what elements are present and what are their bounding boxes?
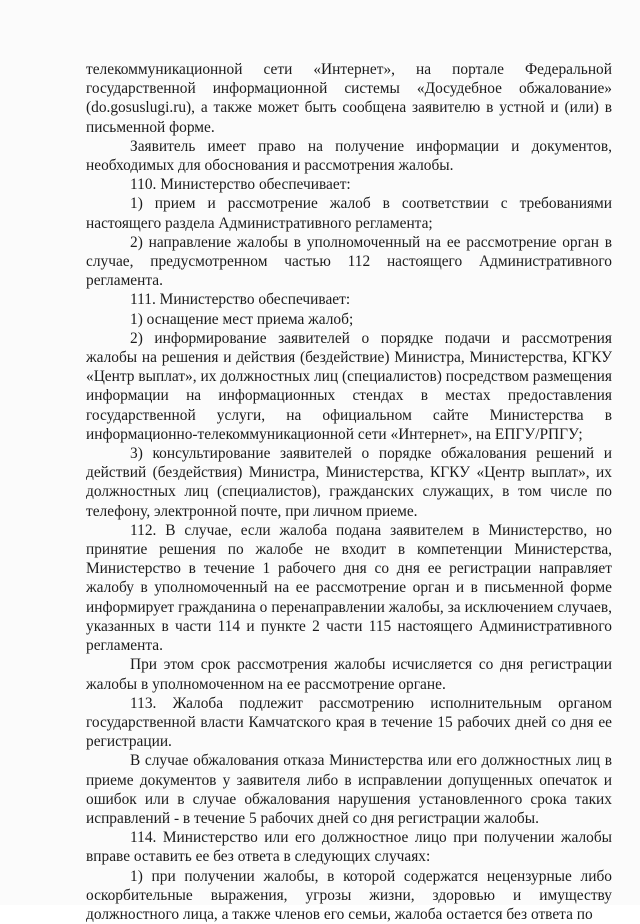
paragraph-114-heading: 114. Министерство или его должностное лицо при получении жалобы вправе оставить ее без ответа в следующих случаях: bbox=[86, 829, 612, 866]
document-body bbox=[86, 60, 612, 924]
paragraph-110-item-1: 1) прием и рассмотрение жалоб в соответствии с требованиями настоящего раздела Административного регламента; bbox=[86, 195, 612, 232]
paragraph-111-heading: 111. Министерство обеспечивает: bbox=[130, 291, 351, 309]
paragraph-112-term: При этом срок рассмотрения жалобы исчисляется со дня регистрации жалобы в уполномоченном на ее рассмотрение органе. bbox=[86, 656, 612, 693]
paragraph-111-item-2: 2) информирование заявителей о порядке подачи и рассмотрения жалобы на решения и действия (бездействие) Министра, Министерства, КГКУ «Центр выплат», их должностных лиц (специалистов) посредством размещения информации на информационных стендах в местах предоставления государственной услуги, на официальном сайте Министерства в информационно-телекоммуникационной сети «Интернет», на ЕПГУ/РПГУ; bbox=[86, 329, 612, 443]
paragraph-111-item-1: 1) оснащение мест приема жалоб; bbox=[130, 310, 354, 328]
paragraph-110-item-2: 2) направление жалобы в уполномоченный на ее рассмотрение орган в случае, предусмотренном частью 112 настоящего Административного регламента. bbox=[86, 233, 612, 290]
paragraph-113: 113. Жалоба подлежит рассмотрению исполнительным органом государственной власти Камчатского края в течение 15 рабочих дней со дня ее регистрации. bbox=[86, 694, 612, 751]
paragraph-continuation: телекоммуникационной сети «Интернет», на портале Федеральной государственной информационной системы «Досудебное обжалование» (do.gosuslugi.ru), а также может быть сообщена заявителю в устной и (или) в письменной форме. bbox=[86, 61, 612, 136]
paragraph-111-item-3: 3) консультирование заявителей о порядке обжалования решений и действий (бездействия) Министра, Министерства, КГКУ «Центр выплат», их должностных лиц (специалистов), гражданских служащих, в том числе по телефону, электронной почте, при личном приеме. bbox=[86, 445, 612, 520]
paragraph-112: 112. В случае, если жалоба подана заявителем в Министерство, но принятие решения по жалобе не входит в компетенции Министерства, Министерство в течение 1 рабочего дня со дня ее регистрации направляет жалобу в уполномоченный на ее рассмотрение орган и в письменной форме информирует гражданина о перенаправлении жалобы, за исключением случаев, указанных в части 114 и пункте 2 части 115 настоящего Административного регламента. bbox=[86, 521, 612, 655]
paragraph-113-refusal: В случае обжалования отказа Министерства или его должностных лиц в приеме документов у заявителя либо в исправлении допущенных опечаток и ошибок или в случае обжалования нарушения установленного срока таких исправлений - в течение 5 рабочих дней со дня регистрации жалобы. bbox=[86, 752, 612, 827]
paragraph-114-item-1: 1) при получении жалобы, в которой содержатся нецензурные либо оскорбительные выражения, угрозы жизни, здоровью и имуществу должностного лица, а также членов его семьи, жалоба остается без ответа по bbox=[86, 867, 612, 923]
paragraph-applicant-rights: Заявитель имеет право на получение информации и документов, необходимых для обоснования и рассмотрения жалобы. bbox=[86, 137, 612, 175]
paragraph-110-heading: 110. Министерство обеспечивает: bbox=[130, 176, 351, 194]
